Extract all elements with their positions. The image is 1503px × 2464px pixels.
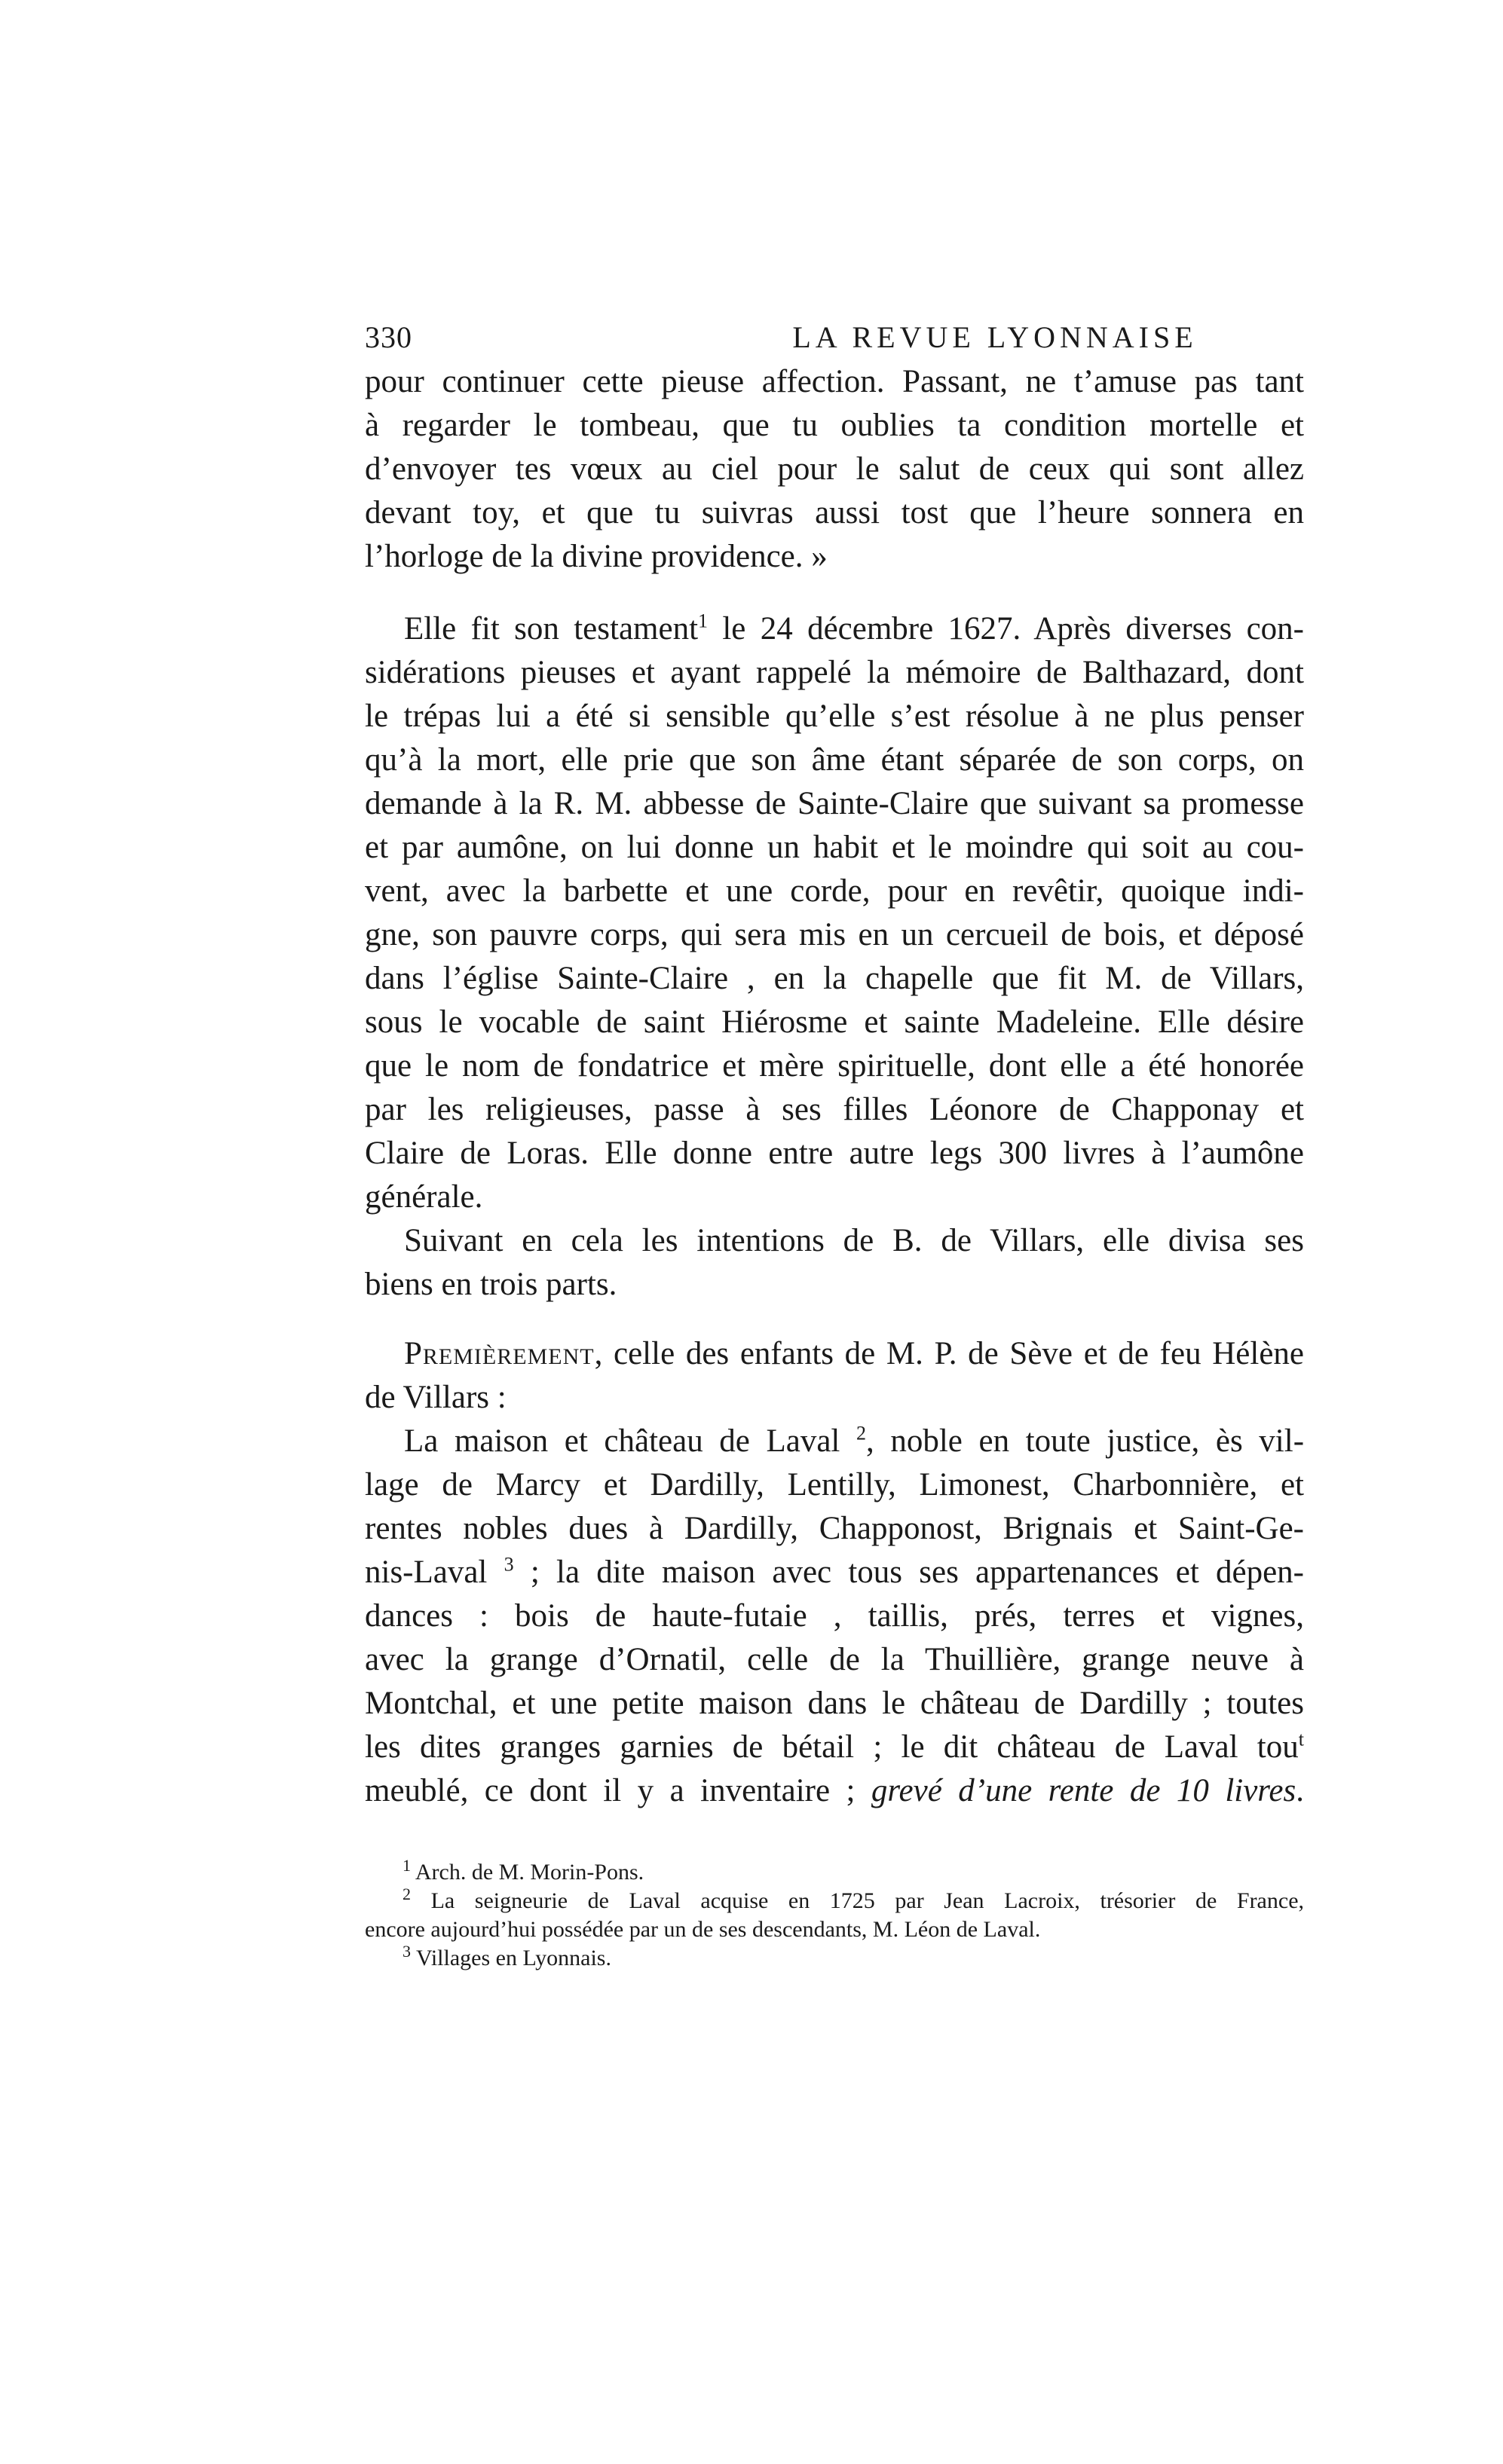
text-run: nis-Laval [365,1555,504,1590]
text-line: rentes nobles dues à Dardilly, Chapponost, Brignais et Saint-Ge- [365,1511,1304,1546]
page-header [365,319,1304,362]
footnote-text: Villages en Lyonnais. [415,1946,611,1970]
text-line: devant toy, et que tu suivras aussi tost que l’heure sonnera en [365,495,1304,530]
text-line: biens en trois parts. [365,1267,617,1302]
text-line: à regarder le tombeau, que tu oublies ta condition mortelle et [365,408,1304,443]
footnote-text: La seigneurie de Laval acquise en 1725 par Jean Lacroix, trésorier de France, [430,1888,1305,1913]
page-number: 330 [365,320,412,354]
text-line: de Villars : [365,1380,507,1415]
text-line: qu’à la mort, elle prie que son âme étant séparée de son corps, on [365,742,1304,778]
text-line: et par aumône, on lui donne un habit et le moindre qui soit au cou- [365,830,1304,865]
running-title: LA REVUE LYONNAISE [792,320,1198,354]
section-lead-word: Premièrement [404,1336,595,1371]
text-run: , celle des enfants de M. P. de Sève et de feu Hélène [594,1336,1304,1371]
text-run: meublé, ce dont il y a inventaire ; [365,1773,871,1808]
text-line: d’envoyer tes vœux au ciel pour le salut de ceux qui sont allez [365,451,1304,487]
text-line: le trépas lui a été si sensible qu’elle s’est résolue à ne plus penser [365,699,1304,734]
text-line: avec la grange d’Ornatil, celle de la Thuillière, grange neuve à [365,1642,1304,1677]
text-line: demande à la R. M. abbesse de Sainte-Claire que suivant sa promesse [365,786,1304,821]
text-line: Claire de Loras. Elle donne entre autre legs 300 livres à l’aumône [365,1136,1304,1171]
text-line: dances : bois de haute-futaie , taillis, prés, terres et vignes, [365,1598,1304,1634]
text-line: par les religieuses, passe à ses filles Léonore de Chapponay et [365,1092,1304,1127]
text-line: sidérations pieuses et ayant rappelé la mémoire de Balthazard, dont [365,655,1304,690]
text-line: générale. [365,1179,483,1215]
text-line [365,1551,1304,1594]
text-line [365,1769,1304,1813]
footnote-ref: 3 [504,1553,514,1576]
text-line: Suivant en cela les intentions de B. de Villars, elle divisa ses [404,1223,1304,1258]
raised-letter: t [1298,1728,1304,1750]
footnote-marker: 1 [403,1856,411,1875]
text-line: lage de Marcy et Dardilly, Lentilly, Limonest, Charbonnière, et [365,1467,1304,1503]
footnote-2-continued: encore aujourd’hui possédée par un de ses descendants, M. Léon de Laval. [365,1917,1041,1942]
text-run: . [1296,1773,1304,1808]
text-line [365,607,1304,651]
text-run: La maison et château de Laval [404,1423,856,1459]
text-run: Elle fit son testament [404,611,699,647]
footnote-text: Arch. de M. Morin-Pons. [415,1860,644,1885]
text-run: ; la dite maison avec tous ses appartenances et dépen- [513,1555,1304,1590]
footnote-1 [365,1858,1304,1887]
text-line: Montchal, et une petite maison dans le château de Dardilly ; toutes [365,1686,1304,1721]
footnote-2 [365,1887,1304,1915]
text-line [365,1332,1304,1376]
text-line: vent, avec la barbette et une corde, pour en revêtir, quoique indi- [365,873,1304,909]
text-run: le 24 décembre 1627. Après diverses con- [708,611,1304,647]
text-line [365,1420,1304,1463]
footnote-marker: 3 [403,1942,411,1961]
text-line: que le nom de fondatrice et mère spirituelle, dont elle a été honorée [365,1048,1304,1084]
text-line: gne, son pauvre corps, qui sera mis en un cercueil de bois, et déposé [365,917,1304,952]
text-line: sous le vocable de saint Hiérosme et sainte Madeleine. Elle désire [365,1004,1304,1040]
text-line: l’horloge de la divine providence. » [365,539,828,574]
text-line: pour continuer cette pieuse affection. Passant, ne t’amuse pas tant [365,364,1304,399]
text-run: les dites granges garnies de bétail ; le dit château de Laval tou [365,1729,1299,1765]
footnote-3 [365,1944,1304,1973]
text-line [365,1726,1304,1769]
footnote-ref: 2 [856,1422,866,1444]
text-run: , noble en toute justice, ès vil- [866,1423,1305,1459]
footnote-ref: 1 [698,610,709,632]
text-line: dans l’église Sainte-Claire , en la chapelle que fit M. de Villars, [365,961,1304,996]
italic-phrase: grevé d’une rente de 10 livres [871,1773,1296,1808]
footnote-marker: 2 [403,1885,411,1903]
